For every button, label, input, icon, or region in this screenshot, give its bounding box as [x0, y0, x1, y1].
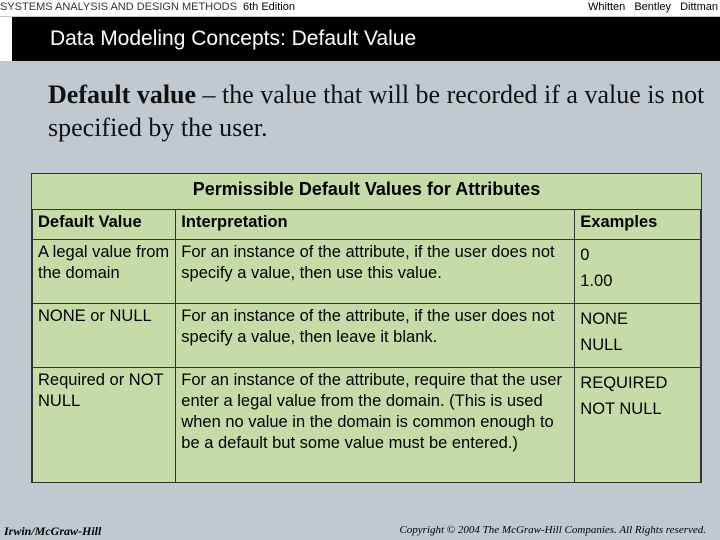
- example-value: 1.00: [580, 272, 613, 290]
- slide-title: Data Modeling Concepts: Default Value: [50, 27, 417, 50]
- authors: Whitten Bentley Dittman: [588, 1, 718, 13]
- column-header-default-value: Default Value: [33, 210, 176, 240]
- cell-default-value: NONE or NULL: [33, 304, 176, 368]
- table-header-row: [33, 210, 701, 240]
- example-value: NULL: [580, 336, 623, 354]
- table-row: [33, 240, 701, 304]
- publisher-label: Irwin/McGraw-Hill: [4, 524, 102, 538]
- cell-interpretation: For an instance of the attribute, if the user does not specify a value, then use this value.: [176, 240, 575, 304]
- book-title: SYSTEMS ANALYSIS AND DESIGN METHODS: [0, 1, 237, 13]
- definition-term: Default value: [48, 80, 197, 109]
- header-bar: [0, 0, 720, 16]
- example-value: REQUIRED: [580, 374, 668, 392]
- table-caption: Permissible Default Values for Attributes: [192, 179, 541, 199]
- definition-text: [48, 78, 708, 144]
- title-bar: [0, 17, 720, 61]
- example-value: NONE: [580, 310, 628, 328]
- definition-body: – the value that will be recorded if a value is not specified by the user.: [48, 80, 705, 142]
- cell-default-value: A legal value from the domain: [33, 240, 176, 304]
- title-tab-decoration: [0, 17, 12, 61]
- cell-interpretation: For an instance of the attribute, require that the user enter a legal value from the domain. (This is used when no value in the domain is common enough to be a default but some value must be entered.): [176, 368, 575, 483]
- column-header-interpretation: Interpretation: [176, 210, 575, 240]
- cell-default-value: Required or NOT NULL: [33, 368, 176, 483]
- default-values-table: [32, 209, 701, 483]
- book-info: [0, 0, 295, 14]
- example-value: 0: [580, 246, 590, 264]
- cell-examples: [575, 304, 701, 368]
- example-value: NOT NULL: [580, 400, 662, 418]
- copyright-notice: Copyright © 2004 The McGraw-Hill Companies. All Rights reserved.: [399, 524, 706, 536]
- table-row: [33, 304, 701, 368]
- cell-examples: [575, 368, 701, 483]
- table-row: [33, 368, 701, 483]
- edition-label: 6th Edition: [242, 1, 295, 13]
- cell-interpretation: For an instance of the attribute, if the user does not specify a value, then leave it blank.: [176, 304, 575, 368]
- cell-examples: [575, 240, 701, 304]
- default-values-table-panel: [31, 173, 702, 483]
- column-header-examples: Examples: [575, 210, 701, 240]
